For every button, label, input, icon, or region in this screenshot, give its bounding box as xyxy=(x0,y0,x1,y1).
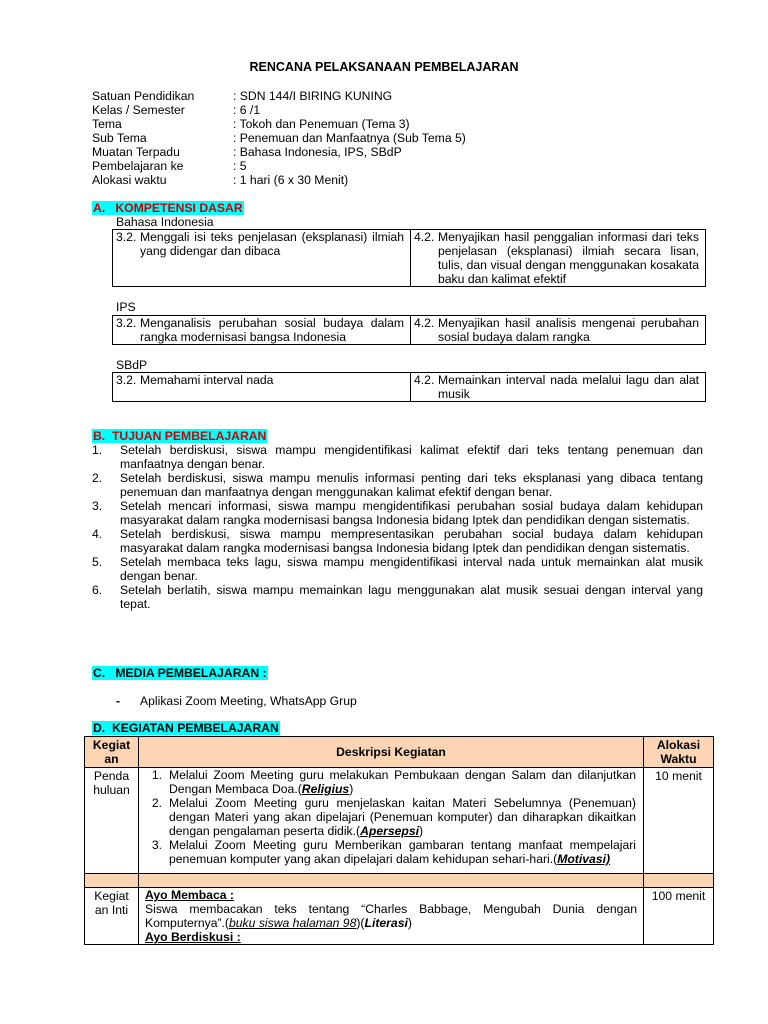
step-end: ) xyxy=(349,782,354,796)
objective-text: Setelah berdiskusi, siswa mampu mengidentifikasi kalimat efektif dari teks tentang penemuan dan manfaatnya dengan benar. xyxy=(120,443,703,471)
step-tag: Religius xyxy=(301,782,350,796)
kd-number: 3.2. xyxy=(116,316,137,330)
objective-item xyxy=(92,527,703,555)
pendahuluan-steps xyxy=(140,768,642,866)
inti-label: Kegiat an Inti xyxy=(85,888,139,945)
media-bullet: - xyxy=(116,694,121,708)
identity-value: : 1 hari (6 x 30 Menit) xyxy=(233,173,349,187)
identity-value: : Bahasa Indonesia, IPS, SBdP xyxy=(233,145,402,159)
inti-source: buku siswa halaman 98 xyxy=(229,916,357,930)
section-d-title: KEGIATAN PEMBELAJARAN xyxy=(111,721,279,735)
inti-description xyxy=(139,888,644,945)
subject-name-ips: IPS xyxy=(116,300,136,314)
step-text: Melalui Zoom Meeting guru Memberikan gambaran tentang manfaat mempelajari penemuan komputer yang akan dipelajari dalam kehidupan sehari-hari.( xyxy=(169,838,636,866)
section-a-heading xyxy=(92,201,244,215)
step-end: ) xyxy=(419,824,424,838)
section-b-heading xyxy=(92,429,267,443)
identity-label: Satuan Pendidikan xyxy=(92,89,195,103)
identity-value: : SDN 144/I BIRING KUNING xyxy=(233,89,393,103)
kd-text: Menganalisis perubahan sosial budaya dalam rangka modernisasi bangsa Indonesia xyxy=(140,316,404,344)
identity-value: : Penemuan dan Manfaatnya (Sub Tema 5) xyxy=(233,131,466,145)
subject-name-sbdp: SBdP xyxy=(116,358,148,372)
identity-label: Tema xyxy=(92,117,122,131)
objective-item xyxy=(92,555,703,583)
objective-number: 3. xyxy=(92,499,103,513)
kd-text: Memainkan interval nada melalui lagu dan alat musik xyxy=(438,373,699,401)
objective-text: Setelah berdiskusi, siswa mampu mempresentasikan perubahan social budaya dalam kehidupan masyarakat dalam rangka modernisasi bangsa Indonesia bidang Iptek dan pendidikan dengan sistematis. xyxy=(120,527,703,555)
inti-end: ) xyxy=(407,916,412,930)
objective-number: 1. xyxy=(92,443,103,457)
kd-table-sbdp xyxy=(112,372,706,402)
identity-label: Pembelajaran ke xyxy=(92,159,184,173)
kd-text: Menggali isi teks penjelasan (eksplanasi) ilmiah yang didengar dan dibaca xyxy=(140,230,404,258)
section-c-heading xyxy=(92,666,268,680)
header-alokasi: Alokasi Waktu xyxy=(644,737,714,768)
kd-number: 4.2. xyxy=(414,316,435,330)
activities-table xyxy=(84,736,714,945)
pendahuluan-label: Penda huluan xyxy=(85,768,139,874)
objective-text: Setelah berlatih, siswa mampu memainkan lagu menggunakan alat musik sesuai dengan interval yang tepat. xyxy=(120,583,703,611)
objective-item xyxy=(92,499,703,527)
section-d-heading xyxy=(92,721,280,735)
inti-time: 100 menit xyxy=(644,888,714,945)
identity-row xyxy=(92,145,466,159)
identity-value: : 6 /1 xyxy=(233,103,261,117)
step-number: 2. xyxy=(151,796,163,810)
objective-text: Setelah mencari informasi, siswa mampu mengidentifikasi perubahan sosial budaya dalam kehidupan masyarakat dalam rangka modernisasi bangsa Indonesia bidang Iptek dan pendidikan dengan sistematis. xyxy=(120,499,703,527)
identity-row xyxy=(92,159,466,173)
objective-item xyxy=(92,443,703,471)
header-kegiatan: Kegiat an xyxy=(85,737,139,768)
identity-value: : Tokoh dan Penemuan (Tema 3) xyxy=(233,117,410,131)
kd-number: 3.2. xyxy=(116,373,137,387)
pendahuluan-step xyxy=(145,768,636,796)
section-d-letter: D. xyxy=(93,721,106,735)
page-title: RENCANA PELAKSANAAN PEMBELAJARAN xyxy=(249,60,519,74)
step-text: Melalui Zoom Meeting guru menjelaskan kaitan Materi Sebelumnya (Penemuan) dengan Materi yang akan dipelajari (Penemuan komputer) dan diharapkan dikaitkan dengan pengalaman peserta didik.( xyxy=(169,796,636,838)
objective-number: 4. xyxy=(92,527,103,541)
identity-row xyxy=(92,117,466,131)
objective-item xyxy=(92,583,703,611)
objective-number: 5. xyxy=(92,555,103,569)
identity-label: Alokasi waktu xyxy=(92,173,167,187)
step-number: 1. xyxy=(151,768,163,782)
identity-row xyxy=(92,131,466,145)
inti-text: Siswa membacakan teks tentang “Charles Babbage, Mengubah Dunia dengan Komputernya”.( xyxy=(145,902,637,930)
kd-text: Menyajikan hasil analisis mengenai perubahan sosial budaya dalam rangka xyxy=(438,316,699,344)
inti-heading-berdiskusi: Ayo Berdiskusi : xyxy=(145,930,241,944)
section-b-title: TUJUAN PEMBELAJARAN xyxy=(111,429,267,443)
objective-number: 2. xyxy=(92,471,103,485)
objective-item xyxy=(92,471,703,499)
kd-text: Memahami interval nada xyxy=(140,373,274,387)
objectives-list xyxy=(92,443,703,611)
media-item: Aplikasi Zoom Meeting, WhatsApp Grup xyxy=(140,694,357,708)
identity-label: Muatan Terpadu xyxy=(92,145,180,159)
pendahuluan-step xyxy=(145,796,636,838)
pendahuluan-time: 10 menit xyxy=(644,768,714,874)
identity-row xyxy=(92,103,466,117)
objective-number: 6. xyxy=(92,583,103,597)
pendahuluan-step xyxy=(145,838,636,866)
objective-text: Setelah berdiskusi, siswa mampu menulis informasi penting dari teks eksplanasi yang dibaca tentang penemuan dan manfaatnya dengan menggunakan kalimat efektif dengan benar. xyxy=(120,471,703,499)
identity-row xyxy=(92,173,466,187)
step-tag: Motivasi) xyxy=(557,852,611,866)
kd-number: 3.2. xyxy=(116,230,137,244)
kd-number: 4.2. xyxy=(414,230,435,244)
inti-tag-literasi: Literasi xyxy=(364,916,408,930)
subject-name-bindo: Bahasa Indonesia xyxy=(116,215,214,229)
inti-mid: )( xyxy=(356,916,365,930)
section-a-letter: A. xyxy=(93,201,106,215)
section-a-title: KOMPETENSI DASAR xyxy=(115,201,243,215)
objective-text: Setelah membaca teks lagu, siswa mampu mengidentifikasi interval nada untuk memainkan alat musik dengan benar. xyxy=(120,555,703,583)
identity-table xyxy=(92,89,466,187)
step-tag: Apersepsi xyxy=(360,824,420,838)
section-b-letter: B. xyxy=(93,429,106,443)
identity-label: Sub Tema xyxy=(92,131,147,145)
kd-text: Menyajikan hasil penggalian informasi dari teks penjelasan (eksplanasi) ilmiah secara lisan, tulis, dan visual dengan menggunakan kosakata baku dan kalimat efektif xyxy=(438,230,699,286)
section-c-title: MEDIA PEMBELAJARAN : xyxy=(115,666,267,680)
step-text: Melalui Zoom Meeting guru melakukan Pembukaan dengan Salam dan dilanjutkan Dengan Membaca Doa.( xyxy=(169,768,636,796)
identity-value: : 5 xyxy=(233,159,247,173)
kd-number: 4.2. xyxy=(414,373,435,387)
kd-table-ips xyxy=(112,315,706,345)
identity-label: Kelas / Semester xyxy=(92,103,185,117)
inti-heading-membaca: Ayo Membaca : xyxy=(145,888,234,902)
identity-row xyxy=(92,89,466,103)
header-deskripsi: Deskripsi Kegiatan xyxy=(139,737,644,768)
section-c-letter: C. xyxy=(93,666,106,680)
step-number: 3. xyxy=(151,838,163,852)
kd-table-bindo xyxy=(112,229,706,287)
